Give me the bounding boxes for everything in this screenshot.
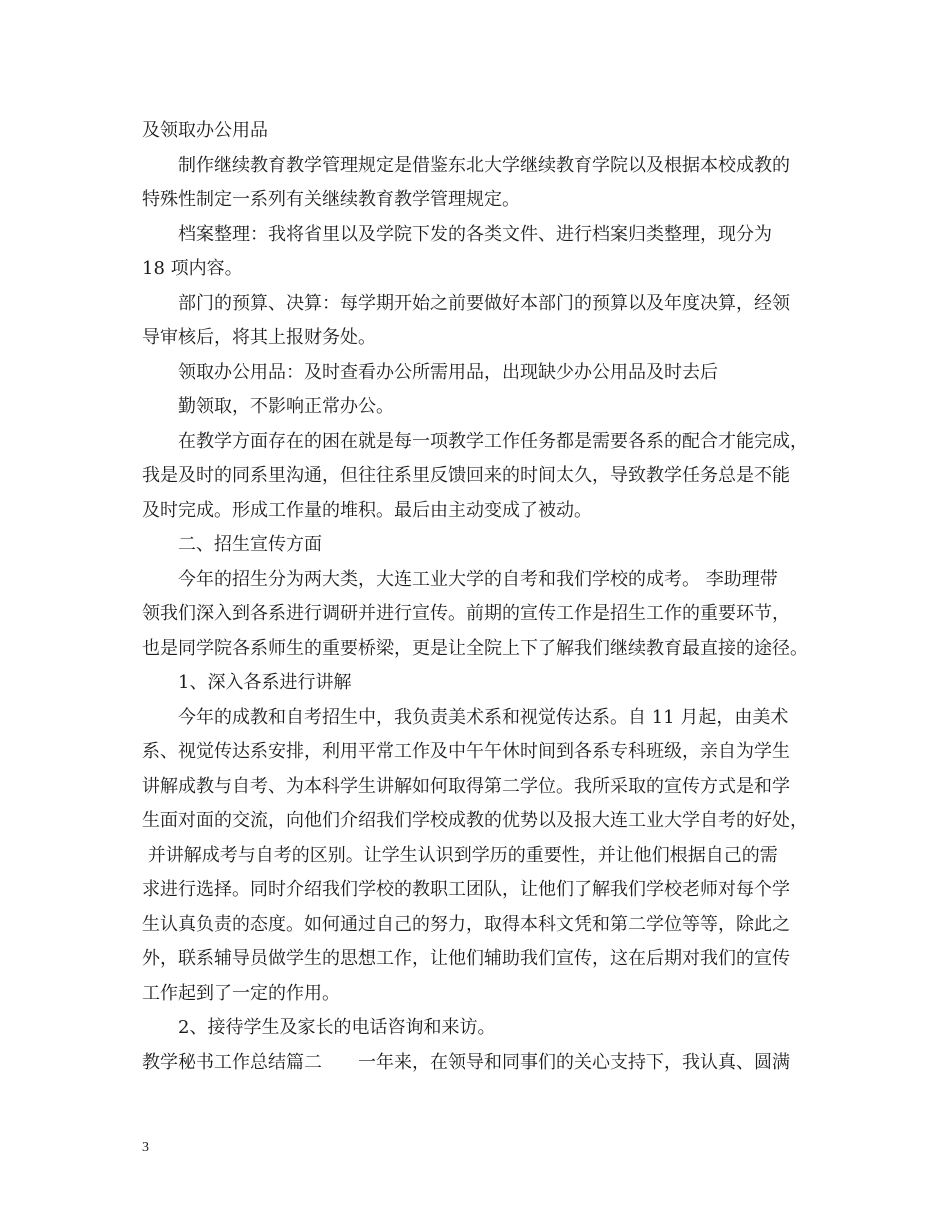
text-line: 生面对面的交流，向他们介绍我们学校成教的优势以及报大连工业大学自考的好处， bbox=[142, 810, 808, 831]
text-line: 并讲解成考与自考的区别。让学生认识到学历的重要性，并让他们根据自己的需 bbox=[142, 844, 778, 866]
text-line: 求进行选择。同时介绍我们学校的教职工团队，让他们了解我们学校老师对每个学 bbox=[142, 879, 790, 900]
text-line: 今年的招生分为两大类，大连工业大学的自考和我们学校的成考。 李助理带 bbox=[178, 568, 778, 590]
text-line: 系、视觉传达系安排，利用平常工作及中午午休时间到各系专科班级，亲自为学生 bbox=[142, 741, 790, 762]
text-line: 教学秘书工作总结篇二 一年来，在领导和同事们的关心支持下，我认真、圆满 bbox=[142, 1051, 790, 1073]
document-body bbox=[142, 114, 822, 1080]
text-line: 领我们深入到各系进行调研并进行宣传。前期的宣传工作是招生工作的重要环节， bbox=[142, 603, 790, 624]
text-line: 今年的成教和自考招生中，我负责美术系和视觉传达系。自 11 月起，由美术 bbox=[178, 706, 789, 728]
text-line: 生认真负责的态度。如何通过自己的努力，取得本科文凭和第二学位等等，除此之 bbox=[142, 913, 790, 935]
subsection-heading: 1、深入各系进行讲解 bbox=[178, 672, 352, 693]
text-line: 制作继续教育教学管理规定是借鉴东北大学继续教育学院以及根据本校成教的 bbox=[178, 154, 790, 176]
subsection-heading: 2、接待学生及家长的电话咨询和来访。 bbox=[178, 1017, 496, 1038]
text-line: 勤领取，不影响正常办公。 bbox=[178, 396, 394, 417]
page-number: 3 bbox=[142, 1140, 149, 1155]
text-line: 工作起到了一定的作用。 bbox=[142, 982, 340, 1004]
text-line: 特殊性制定一系列有关继续教育教学管理规定。 bbox=[142, 189, 520, 210]
text-line: 讲解成教与自考、为本科学生讲解如何取得第二学位。我所采取的宣传方式是和学 bbox=[142, 775, 790, 797]
text-line: 我是及时的同系里沟通，但往往系里反馈回来的时间太久，导致教学任务总是不能 bbox=[142, 465, 790, 486]
text-line: 部门的预算、决算：每学期开始之前要做好本部门的预算以及年度决算，经领 bbox=[178, 292, 790, 314]
text-line: 及时完成。形成工作量的堆积。最后由主动变成了被动。 bbox=[142, 499, 592, 521]
text-line: 及领取办公用品 bbox=[142, 120, 268, 141]
text-line: 在教学方面存在的困在就是每一项教学工作任务都是需要各系的配合才能完成， bbox=[178, 430, 808, 452]
text-line: 外，联系辅导员做学生的思想工作，让他们辅助我们宣传，这在后期对我们的宣传 bbox=[142, 948, 790, 969]
text-line: 档案整理：我将省里以及学院下发的各类文件、进行档案归类整理，现分为 bbox=[178, 223, 772, 245]
text-line: 18 项内容。 bbox=[142, 258, 243, 279]
text-line: 领取办公用品：及时查看办公所需用品，出现缺少办公用品及时去后 bbox=[178, 361, 718, 383]
text-line: 也是同学院各系师生的重要桥梁，更是让全院上下了解我们继续教育最直接的途径。 bbox=[142, 637, 808, 659]
section-heading: 二、招生宣传方面 bbox=[178, 534, 322, 555]
text-line: 导审核后，将其上报财务处。 bbox=[142, 327, 376, 348]
